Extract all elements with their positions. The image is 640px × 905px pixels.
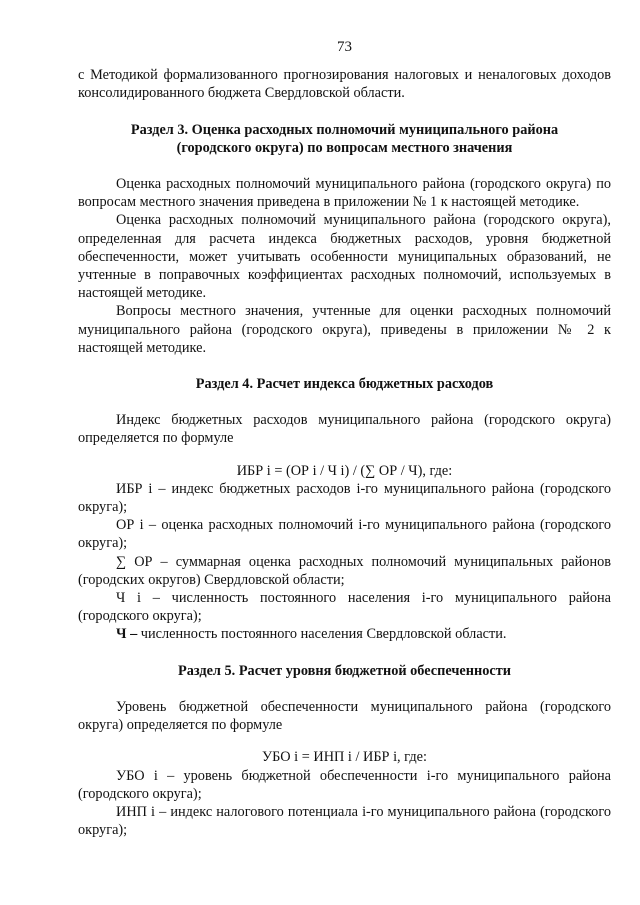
section-4-definition-chi: Ч i – численность постоянного населения i-го муниципального района (городского округа); — [78, 590, 611, 625]
section-4-definition-ch — [78, 625, 611, 643]
definition-ch-term: Ч – — [116, 626, 138, 643]
intro-paragraph: с Методикой формализованного прогнозирования налоговых и неналоговых доходов консолидированного бюджета Свердловской области. — [78, 67, 611, 102]
page-number: 73 — [337, 39, 352, 55]
definition-ch-text: численность постоянного населения Свердловской области. — [137, 626, 507, 643]
section-5-definition-ubo: УБО i – уровень бюджетной обеспеченности i-го муниципального района (городского округа); — [78, 767, 611, 802]
section-5-definition-inp: ИНП i – индекс налогового потенциала i-го муниципального района (городского округа); — [78, 803, 611, 839]
section-4-paragraph-1: Индекс бюджетных расходов муниципального района (городского округа) определяется по формуле — [78, 412, 611, 447]
section-4-heading: Раздел 4. Расчет индекса бюджетных расходов — [195, 376, 494, 393]
section-4-formula: ИБР i = (ОР i / Ч i) / (∑ ОР / Ч), где: — [236, 462, 453, 479]
section-3-heading-line-1: Раздел 3. Оценка расходных полномочий муниципального района — [130, 121, 559, 138]
section-3-heading-line-2: (городского округа) по вопросам местного значения — [176, 139, 513, 156]
section-5-paragraph-1: Уровень бюджетной обеспеченности муниципального района (городского округа) определяется по формуле — [78, 698, 611, 734]
section-4-definition-sum-or: ∑ ОР – суммарная оценка расходных полномочий муниципальных районов (городских округов) Свердловской области; — [78, 553, 611, 588]
section-3-paragraph-3: Вопросы местного значения, учтенные для оценки расходных полномочий муниципального района (городского округа), приведены в приложении № 2 к настоящей методике. — [78, 303, 611, 356]
section-3-paragraph-1: Оценка расходных полномочий муниципального района (городского округа) по вопросам местного значения приведена в приложении № 1 к настоящей методике. — [78, 176, 611, 211]
document-page — [78, 38, 611, 839]
section-4-definition-ibr: ИБР i – индекс бюджетных расходов i-го муниципального района (городского округа); — [78, 480, 611, 516]
section-5-heading: Раздел 5. Расчет уровня бюджетной обеспеченности — [177, 662, 512, 679]
section-4-definition-or: ОР i – оценка расходных полномочий i-го муниципального района (городского округа); — [78, 517, 611, 552]
section-3-paragraph-2: Оценка расходных полномочий муниципального района (городского округа), определенная для расчета индекса бюджетных расходов, уровня бюджетной обеспеченности, может учитывать особенности муниципальных образований, не учтенные в поправочных коэффициентах расходных полномочий, используемых в настоящей методике. — [78, 212, 611, 302]
section-5-formula: УБО i = ИНП i / ИБР i, где: — [262, 749, 427, 766]
